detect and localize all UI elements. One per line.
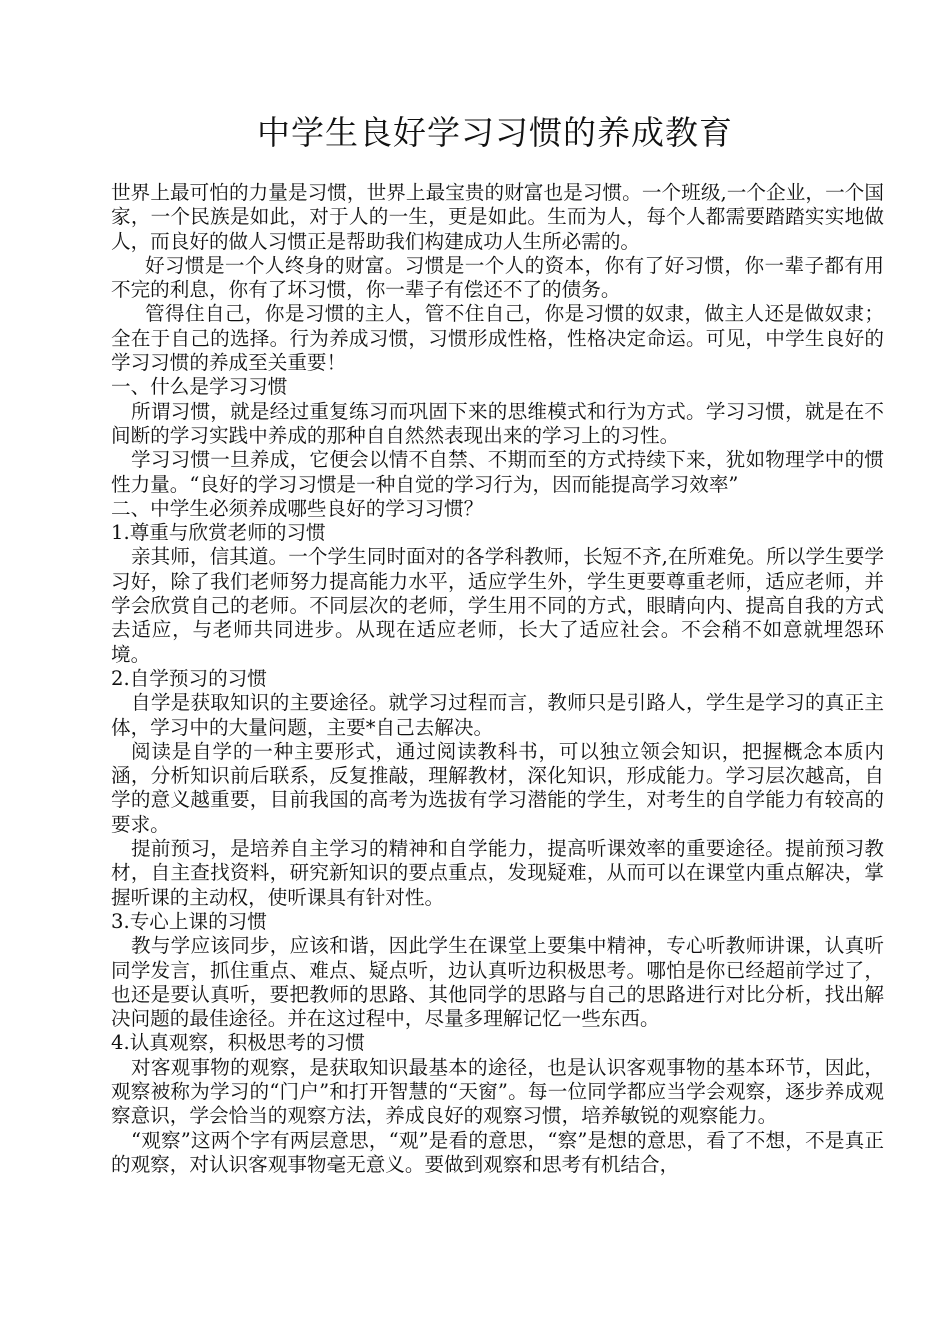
section-heading: 二、中学生必须养成哪些良好的学习习惯？ bbox=[111, 496, 484, 520]
paragraph: 亲其师，信其道。一个学生同时面对的各学科教师，长短不齐,在所难免。所以学生要学习好，除了我们老师努力提高能力水平，适应学生外，学生更要尊重老师，适应老师，并学会欣赏自己的老师。不同层次的老师，学生用不同的方式，眼睛向内、提高自我的方式去适应，与老师共同进步。从现在适应老师，长大了适应社会。不会稍不如意就埋怨环境。 bbox=[111, 545, 884, 666]
subsection-heading: 2.自学预习的习惯 bbox=[111, 666, 267, 690]
document-title: 中学生良好学习习惯的养成教育 bbox=[257, 113, 733, 152]
paragraph: 所谓习惯，就是经过重复练习而巩固下来的思维模式和行为方式。学习习惯，就是在不间断的学习实践中养成的那种自自然然表现出来的学习上的习性。 bbox=[111, 399, 884, 447]
paragraph: 好习惯是一个人终身的财富。习惯是一个人的资本，你有了好习惯，你一辈子都有用不完的利息，你有了坏习惯，你一辈子有偿还不了的债务。 bbox=[111, 253, 884, 302]
paragraph: 提前预习，是培养自主学习的精神和自学能力，提高听课效率的重要途径。提前预习教材，自主查找资料，研究新知识的要点重点，发现疑难，从而可以在课堂内重点解决，掌握听课的主动权，使听课具有针对性。 bbox=[111, 837, 884, 909]
paragraph: 管得住自己，你是习惯的主人，管不住自己，你是习惯的奴隶，做主人还是做奴隶；全在于自己的选择。行为养成习惯，习惯形成性格，性格决定命运。可见，中学生良好的学习习惯的养成至关重要！ bbox=[111, 302, 884, 375]
subsection-heading: 4.认真观察，积极思考的习惯 bbox=[111, 1031, 365, 1055]
subsection-heading: 3.专心上课的习惯 bbox=[111, 909, 267, 933]
subsection-heading: 1.尊重与欣赏老师的习惯 bbox=[111, 521, 326, 545]
paragraph: 对客观事物的观察，是获取知识最基本的途径，也是认识客观事物的基本环节，因此，观察被称为学习的“门户”和打开智慧的“天窗”。每一位同学都应当学会观察，逐步养成观察意识，学会恰当的观察方法，养成良好的观察习惯，培养敏锐的观察能力。 bbox=[111, 1055, 884, 1128]
paragraph: 世界上最可怕的力量是习惯，世界上最宝贵的财富也是习惯。一个班级,一个企业，一个国家，一个民族是如此，对于人的一生，更是如此。生而为人，每个人都需要踏踏实实地做人，而良好的做人习惯正是帮助我们构建成功人生所必需的。 bbox=[111, 181, 884, 253]
document-body bbox=[111, 181, 884, 1177]
paragraph: 学习习惯一旦养成，它便会以情不自禁、不期而至的方式持续下来，犹如物理学中的惯性力量。“良好的学习习惯是一种自觉的学习行为，因而能提高学习效率” bbox=[111, 448, 884, 496]
paragraph: 教与学应该同步，应该和谐，因此学生在课堂上要集中精神，专心听教师讲课，认真听同学发言，抓住重点、难点、疑点听，边认真听边积极思考。哪怕是你已经超前学过了，也还是要认真听，要把教师的思路、其他同学的思路与自己的思路进行对比分析，找出解决问题的最佳途径。并在这过程中，尽量多理解记忆一些东西。 bbox=[111, 934, 884, 1031]
section-heading: 一、什么是学习习惯 bbox=[111, 375, 288, 399]
paragraph: “观察”这两个字有两层意思，“观”是看的意思，“察”是想的意思，看了不想，不是真正的观察，对认识客观事物毫无意义。要做到观察和思考有机结合， bbox=[111, 1128, 884, 1176]
paragraph: 自学是获取知识的主要途径。就学习过程而言，教师只是引路人，学生是学习的真正主体，学习中的大量问题，主要*自己去解决。 bbox=[111, 691, 884, 739]
paragraph: 阅读是自学的一种主要形式，通过阅读教科书，可以独立领会知识，把握概念本质内涵，分析知识前后联系，反复推敲，理解教材，深化知识，形成能力。学习层次越高，自学的意义越重要，目前我国的高考为选拔有学习潜能的学生，对考生的自学能力有较高的要求。 bbox=[111, 739, 884, 836]
